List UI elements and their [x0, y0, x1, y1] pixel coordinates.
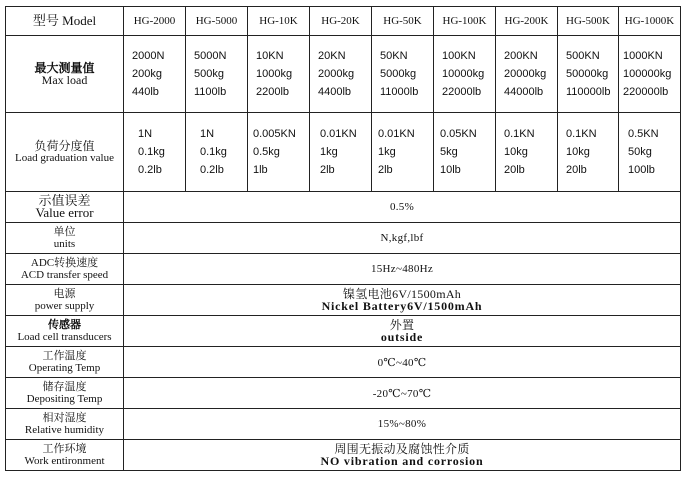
row-label-zh: 工作温度: [42, 350, 87, 362]
row-label-en: Operating Temp: [28, 362, 101, 374]
max-load-lb: 220000lb: [623, 86, 669, 98]
max-load-cell: [186, 36, 248, 113]
depositing-temp-label: [6, 378, 124, 409]
graduation-kg: 1kg: [378, 146, 396, 158]
model-cell: HG-100K: [434, 7, 496, 36]
spec-row-humidity: [6, 409, 681, 440]
graduation-kg: 5kg: [440, 146, 458, 158]
operating-temp-label: [6, 347, 124, 378]
row-label-zh: ADC转换速度: [30, 257, 99, 269]
row-label-zh: 相对湿度: [42, 412, 87, 424]
row-label-en: Relative humidity: [24, 424, 105, 436]
graduation-kg: 0.5kg: [253, 146, 280, 158]
power-supply-value-zh: 镍氢电池6V/1500mAh: [342, 287, 462, 301]
row-label-zh: 示值误差: [38, 193, 91, 208]
max-load-cell: [372, 36, 434, 113]
max-load-n: 5000N: [194, 50, 227, 62]
max-load-lb: 11000lb: [380, 86, 419, 98]
graduation-n: 1N: [138, 128, 153, 140]
max-load-lb: 22000lb: [442, 86, 482, 98]
max-load-n: 500KN: [566, 50, 600, 62]
row-label-zh: 电源: [53, 288, 76, 300]
row-label-zh: 工作环境: [42, 443, 87, 455]
model-cell: HG-50K: [372, 7, 434, 36]
model-cell: HG-5000: [186, 7, 248, 36]
graduation-cell: [496, 113, 558, 192]
row-label-zh: 单位: [53, 226, 76, 238]
model-cell: HG-20K: [310, 7, 372, 36]
max-load-n: 2000N: [132, 50, 165, 62]
max-load-kg: 5000kg: [380, 68, 417, 80]
max-load-cell: [124, 36, 186, 113]
graduation-kg: 10kg: [566, 146, 590, 158]
max-load-n: 1000KN: [623, 50, 663, 62]
model-cell: HG-500K: [558, 7, 619, 36]
graduation-lb: 100lb: [628, 164, 655, 176]
depositing-temp-value: -20℃~70℃: [124, 378, 681, 409]
model-cell: HG-200K: [496, 7, 558, 36]
header-row: [6, 7, 681, 36]
graduation-lb: 20lb: [566, 164, 587, 176]
graduation-cell: [434, 113, 496, 192]
graduation-lb: 1lb: [253, 164, 268, 176]
transducers-value-en: outside: [380, 330, 424, 344]
row-label-en: Work entironment: [24, 455, 105, 467]
max-load-lb: 44000lb: [504, 86, 544, 98]
max-load-lb: 110000lb: [566, 86, 611, 98]
max-load-n: 20KN: [318, 50, 346, 62]
graduation-cell: [248, 113, 310, 192]
spec-row-value-error: [6, 192, 681, 223]
graduation-cell: [619, 113, 681, 192]
spec-row-transducers: [6, 316, 681, 347]
max-load-row: [6, 36, 681, 113]
model-header-label: 型号 Model: [6, 7, 124, 36]
spec-row-operating-temp: [6, 347, 681, 378]
value-error-label: [6, 192, 124, 223]
max-load-n: 200KN: [504, 50, 538, 62]
row-label-en: Load cell transducers: [17, 331, 112, 343]
max-load-lb: 440lb: [132, 86, 159, 98]
graduation-lb: 10lb: [440, 164, 461, 176]
graduation-kg: 0.1kg: [138, 146, 165, 158]
max-load-kg: 10000kg: [442, 68, 485, 80]
graduation-cell: [558, 113, 619, 192]
transducers-label: [6, 316, 124, 347]
transducers-value: [124, 316, 681, 347]
graduation-cell: [310, 113, 372, 192]
spec-row-work-environment: [6, 440, 681, 471]
transducers-value-zh: 外置: [389, 318, 415, 332]
value-error-value: 0.5%: [124, 192, 681, 223]
work-environment-value: [124, 440, 681, 471]
graduation-kg: 1kg: [320, 146, 338, 158]
work-environment-value-zh: 周围无振动及腐蚀性介质: [334, 442, 470, 456]
operating-temp-value: 0℃~40℃: [124, 347, 681, 378]
spec-table: [5, 6, 681, 471]
humidity-value: 15%~80%: [124, 409, 681, 440]
graduation-cell: [186, 113, 248, 192]
graduation-n: 0.005KN: [253, 128, 296, 140]
graduation-lb: 20lb: [504, 164, 525, 176]
adc-speed-label: [6, 254, 124, 285]
model-cell: HG-1000K: [619, 7, 681, 36]
graduation-cell: [372, 113, 434, 192]
graduation-label-en: Load graduation value: [15, 152, 114, 164]
graduation-lb: 2lb: [378, 164, 393, 176]
row-label-zh: 传感器: [48, 319, 81, 331]
max-load-n: 50KN: [380, 50, 408, 62]
graduation-lb: 0.2lb: [138, 164, 162, 176]
max-load-label-en: Max load: [41, 73, 88, 87]
spec-row-depositing-temp: [6, 378, 681, 409]
max-load-kg: 50000kg: [566, 68, 609, 80]
max-load-cell: [434, 36, 496, 113]
graduation-n: 0.1KN: [566, 128, 597, 140]
power-supply-label: [6, 285, 124, 316]
row-label-en: Depositing Temp: [26, 393, 103, 405]
row-label-zh: 储存温度: [42, 381, 87, 393]
max-load-kg: 100000kg: [623, 68, 672, 80]
graduation-kg: 10kg: [504, 146, 528, 158]
power-supply-value-en: Nickel Battery6V/1500mAh: [321, 299, 483, 313]
graduation-n: 1N: [200, 128, 215, 140]
max-load-cell: [619, 36, 681, 113]
max-load-kg: 20000kg: [504, 68, 547, 80]
work-environment-value-en: NO vibration and corrosion: [320, 454, 484, 468]
adc-speed-value: 15Hz~480Hz: [124, 254, 681, 285]
graduation-kg: 50kg: [628, 146, 652, 158]
work-environment-label: [6, 440, 124, 471]
graduation-n: 0.01KN: [320, 128, 357, 140]
max-load-n: 10KN: [256, 50, 284, 62]
graduation-n: 0.5KN: [628, 128, 659, 140]
graduation-lb: 0.2lb: [200, 164, 224, 176]
model-cell: HG-2000: [124, 7, 186, 36]
max-load-kg: 500kg: [194, 68, 224, 80]
spec-row-adc-speed: [6, 254, 681, 285]
graduation-row: [6, 113, 681, 192]
row-label-en: Value error: [35, 205, 94, 220]
graduation-lb: 2lb: [320, 164, 335, 176]
max-load-kg: 1000kg: [256, 68, 293, 80]
humidity-label: [6, 409, 124, 440]
spec-row-units: [6, 223, 681, 254]
max-load-label-zh: 最大测量值: [34, 61, 95, 75]
row-label-en: ACD transfer speed: [20, 269, 109, 281]
model-cell: HG-10K: [248, 7, 310, 36]
max-load-cell: [248, 36, 310, 113]
row-label-en: units: [53, 238, 76, 250]
graduation-n: 0.1KN: [504, 128, 535, 140]
max-load-kg: 200kg: [132, 68, 162, 80]
units-value: N,kgf,lbf: [124, 223, 681, 254]
graduation-n: 0.01KN: [378, 128, 415, 140]
graduation-label: [6, 113, 124, 192]
graduation-n: 0.05KN: [440, 128, 477, 140]
max-load-cell: [558, 36, 619, 113]
max-load-lb: 4400lb: [318, 86, 352, 98]
max-load-kg: 2000kg: [318, 68, 355, 80]
graduation-kg: 0.1kg: [200, 146, 227, 158]
graduation-label-zh: 负荷分度值: [34, 139, 95, 153]
graduation-cell: [124, 113, 186, 192]
max-load-label: [6, 36, 124, 113]
max-load-n: 100KN: [442, 50, 476, 62]
power-supply-value: [124, 285, 681, 316]
max-load-cell: [310, 36, 372, 113]
spec-row-power-supply: [6, 285, 681, 316]
max-load-lb: 1100lb: [194, 86, 227, 98]
max-load-cell: [496, 36, 558, 113]
row-label-en: power supply: [34, 300, 95, 312]
max-load-lb: 2200lb: [256, 86, 290, 98]
units-label: [6, 223, 124, 254]
